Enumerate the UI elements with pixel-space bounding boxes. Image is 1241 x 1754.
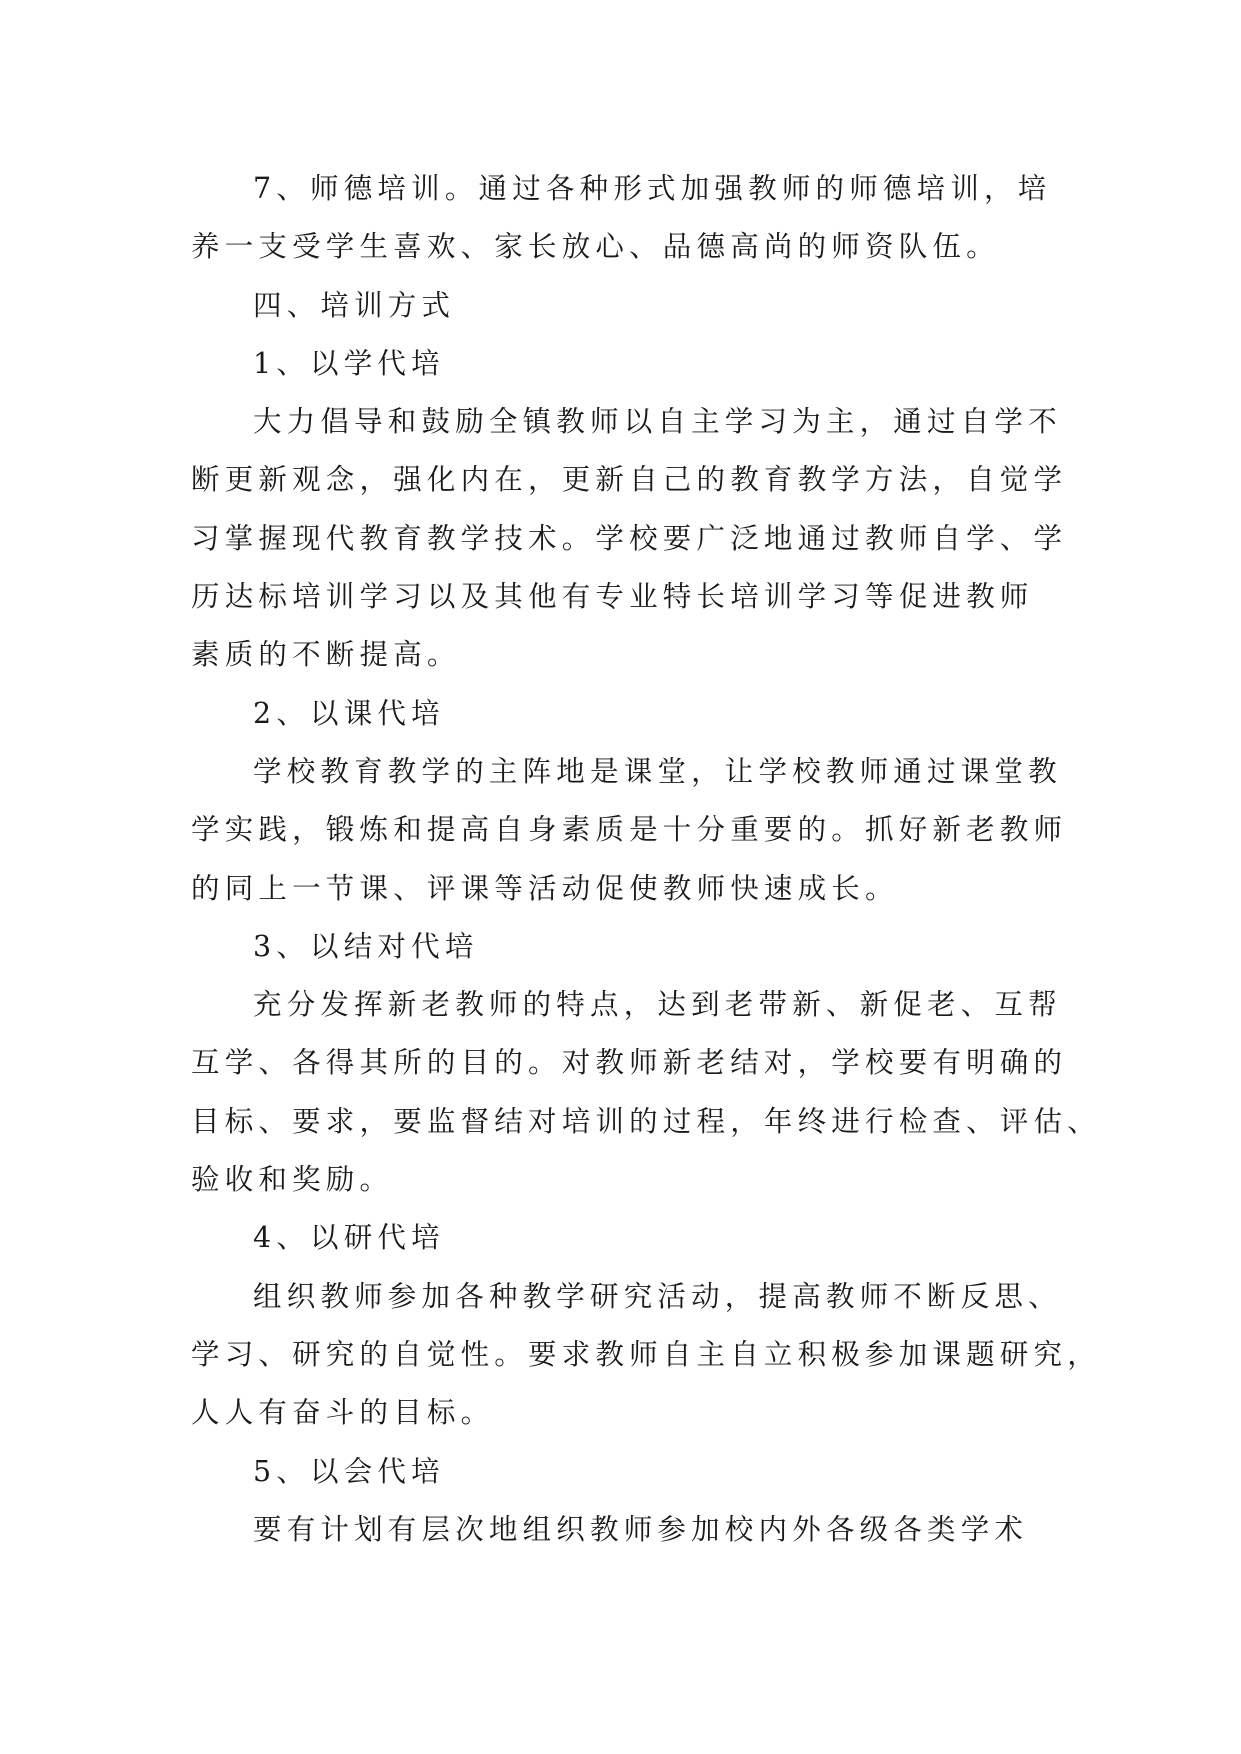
text-line: 断更新观念，强化内在，更新自己的教育教学方法，自觉学 — [191, 463, 1068, 497]
text-line: 养一支受学生喜欢、家长放心、品德高尚的师资队伍。 — [191, 230, 1000, 264]
text-line: 的同上一节课、评课等活动促使教师快速成长。 — [191, 871, 899, 905]
text-line: 素质的不断提高。 — [191, 638, 461, 672]
text-line: 历达标培训学习以及其他有专业特长培训学习等促进教师 — [191, 580, 1034, 614]
text-line: 目标、要求，要监督结对培训的过程，年终进行检查、评估、 — [191, 1104, 1101, 1138]
text-line: 四、培训方式 — [253, 288, 456, 322]
text-line: 互学、各得其所的目的。对教师新老结对，学校要有明确的 — [191, 1046, 1068, 1080]
text-line: 人人有奋斗的目标。 — [191, 1396, 495, 1430]
text-line: 3、以结对代培 — [253, 929, 479, 963]
text-line: 学习、研究的自觉性。要求教师自主自立积极参加课题研究， — [191, 1337, 1101, 1371]
text-line: 学实践，锻炼和提高自身素质是十分重要的。抓好新老教师 — [191, 813, 1068, 847]
text-line: 习掌握现代教育教学技术。学校要广泛地通过教师自学、学 — [191, 521, 1068, 555]
text-line: 充分发挥新老教师的特点，达到老带新、新促老、互帮 — [253, 988, 1062, 1022]
text-line: 验收和奖励。 — [191, 1163, 394, 1197]
text-line: 组织教师参加各种教学研究活动，提高教师不断反思、 — [253, 1279, 1062, 1313]
text-line: 4、以研代培 — [253, 1221, 445, 1255]
text-line: 2、以课代培 — [253, 696, 445, 730]
text-line: 大力倡导和鼓励全镇教师以自主学习为主，通过自学不 — [253, 405, 1062, 439]
text-line: 要有计划有层次地组织教师参加校内外各级各类学术 — [253, 1512, 1029, 1546]
text-line: 7、师德培训。通过各种形式加强教师的师德培训，培 — [253, 172, 1052, 205]
text-line: 5、以会代培 — [253, 1454, 445, 1488]
text-line: 学校教育教学的主阵地是课堂，让学校教师通过课堂教 — [253, 754, 1062, 788]
text-line: 1、以学代培 — [253, 346, 445, 380]
document-body — [191, 160, 1101, 1559]
